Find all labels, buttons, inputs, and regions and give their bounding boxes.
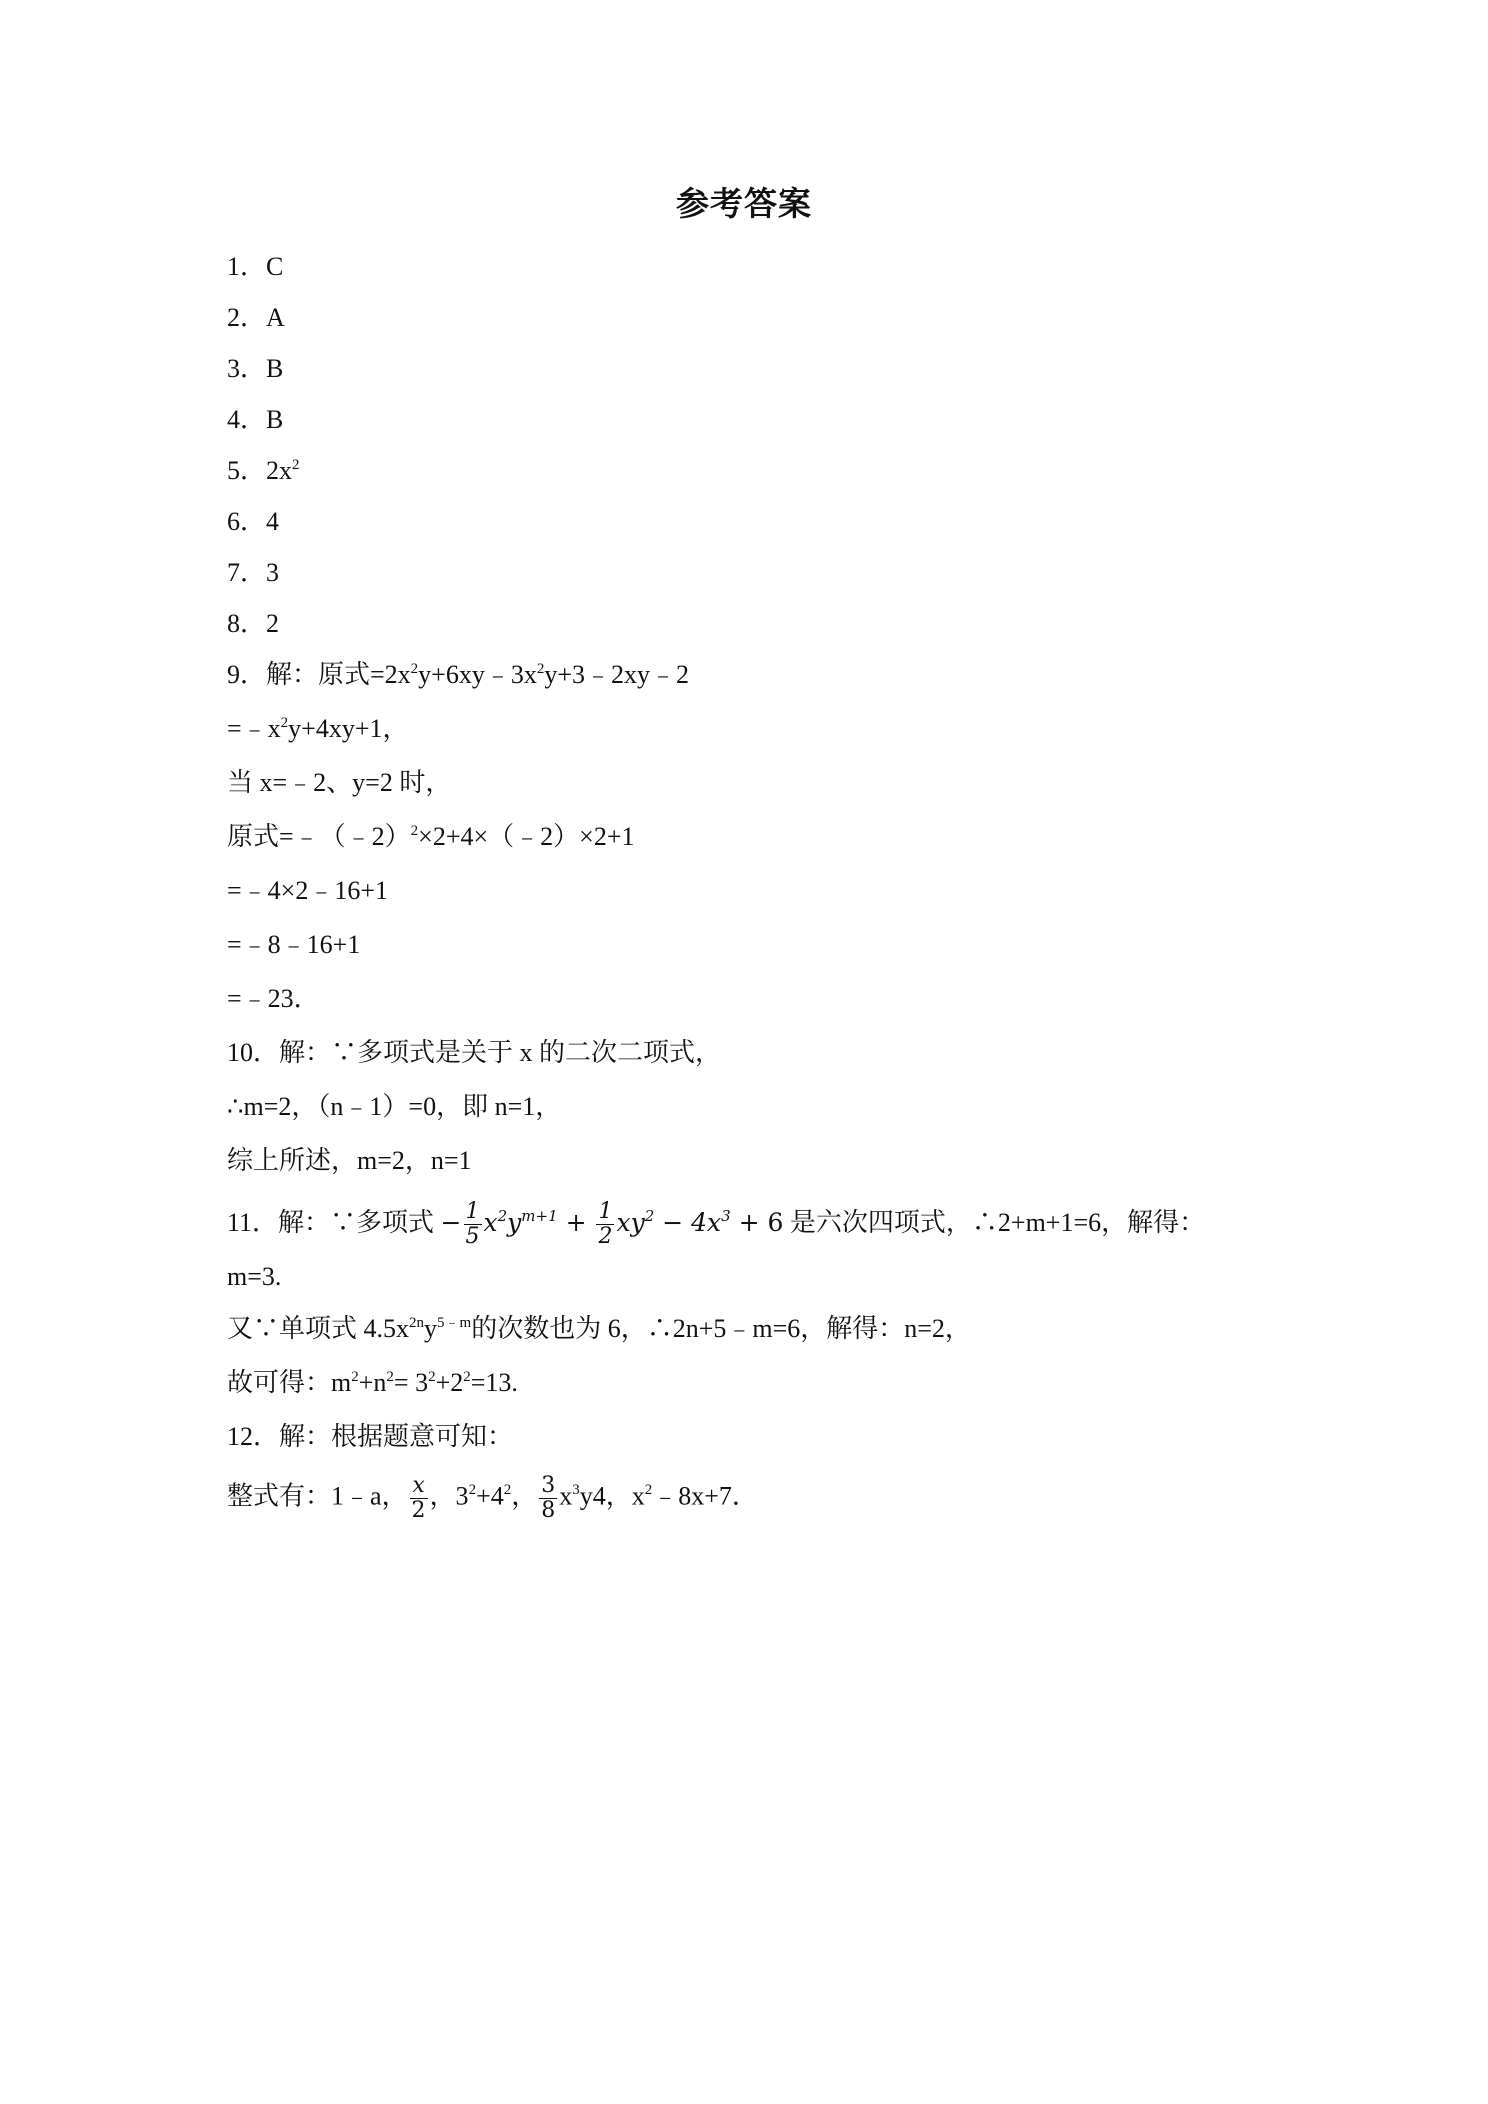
answer-6: 6．4	[227, 507, 280, 536]
q12-line-2: 整式有：1﹣a， $\frac{x}{2}$ ，$3^2+4^2$， $\frac{3}{8}$ $x^3y4$，$x^2﹣8x+7$．	[227, 1473, 758, 1523]
q9-line-3: 当 x=﹣2、y=2 时，	[227, 768, 452, 797]
q11-line-4: 故可得：$m^2+n^2= 3^2+2^2=13$.	[227, 1368, 518, 1397]
polynomial-expression: − $\frac{1}{5}$ $x^2y^{m+1}$ + $\frac{1}{2}$ $xy^2 - 4x^3 + 6$	[440, 1199, 784, 1249]
q12-line-1: 12．解：根据题意可知：	[227, 1422, 514, 1451]
q9-line-1: 9．解：原式$=2x^2y+6xy﹣3x^2y+3﹣2xy﹣2$	[227, 660, 690, 689]
q9-line-5: =﹣4×2﹣16+1	[227, 876, 388, 905]
q9-line-6: =﹣8﹣16+1	[227, 930, 361, 959]
q11-line-3: 又∵单项式 $4.5x^{2n}y^{5﹣m}$的次数也为 6，∴2n+5﹣m=6，解得：n=2，	[227, 1314, 971, 1343]
fraction-3-over-8: $\frac{3}{8}$	[541, 1473, 556, 1523]
answer-4: 4．B	[227, 405, 284, 434]
q9-line-7: =﹣23．	[227, 984, 320, 1013]
page-title: 参考答案	[676, 184, 812, 223]
q9-line-2: $=﹣x^2y+4xy+1$，	[227, 714, 409, 743]
answer-8: 8．2	[227, 609, 280, 638]
answer-1: 1．C	[227, 252, 284, 281]
answer-5: 5．$2x^2$	[227, 456, 300, 485]
q11-line-1: 11．解：∵多项式 − $\frac{1}{5}$ $x^2y^{m+1}$ + $\frac{1}{2}$ $xy^2 - 4x^3 + 6$ 是六次四项式，∴2+m+1=6，解得：	[227, 1199, 1206, 1249]
q10-line-2: ∴m=2，（n﹣1）=0，即 n=1，	[227, 1092, 562, 1121]
fraction-x-over-2: $\frac{x}{2}$	[411, 1473, 426, 1523]
q10-line-3: 综上所述，m=2，n=1	[227, 1146, 472, 1175]
q10-line-1: 10．解：∵多项式是关于 x 的二次二项式，	[227, 1038, 722, 1067]
answer-2: 2．A	[227, 303, 285, 332]
answer-7: 7．3	[227, 558, 280, 587]
q11-line-2: m=3.	[227, 1262, 282, 1291]
q9-line-4: 原式=﹣（﹣2）$^2$×2+4×（﹣2）×2+1	[227, 822, 635, 851]
answer-3: 3．B	[227, 354, 284, 383]
